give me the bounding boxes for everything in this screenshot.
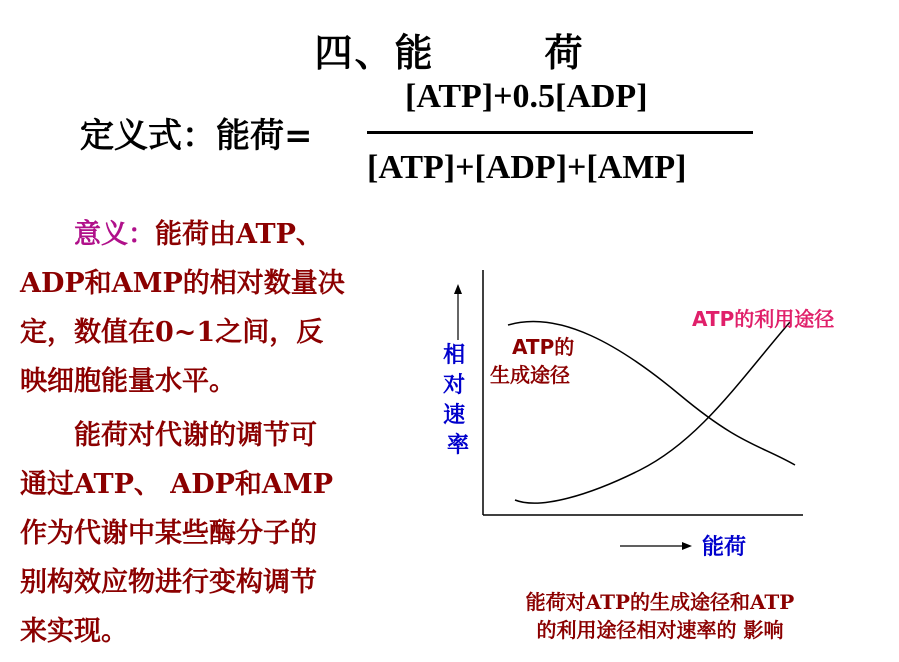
gen-label-line-1: ATP的 — [512, 335, 575, 359]
caption-line-2: 的利用途径相对速率的 影响 — [536, 618, 784, 642]
formula-numerator: [ATP]+0.5[ADP] — [405, 78, 648, 115]
gen-label-line-2: 生成途径 — [490, 363, 570, 387]
y-label-char-3: 速 — [443, 403, 466, 428]
title-part-2: 荷 — [544, 30, 585, 75]
chart-caption — [470, 588, 850, 644]
series-label-utilization: ATP的利用途径 — [692, 307, 835, 331]
meaning-label: 意义： — [74, 219, 155, 250]
meaning-line-2: ADP和AMP的相对数量决 — [20, 268, 345, 299]
regulation-line-3: 作为代谢中某些酶分子的 — [20, 518, 317, 549]
caption-line-1: 能荷对ATP的生成途径和ATP — [525, 590, 795, 614]
definition-label: 定义式：能荷= — [80, 116, 313, 156]
regulation-line-4: 别构效应物进行变构调节 — [20, 567, 317, 598]
regulation-line-2: 通过ATP、 ADP和AMP — [20, 469, 334, 500]
regulation-line-5: 来实现。 — [20, 616, 128, 647]
x-axis-label: 能荷 — [702, 535, 747, 560]
formula-denominator: [ATP]+[ADP]+[AMP] — [367, 149, 687, 186]
meaning-line-4: 映细胞能量水平。 — [20, 366, 236, 397]
y-axis-label — [443, 343, 473, 458]
meaning-line-3: 定，数值在0~1之间，反 — [20, 317, 324, 348]
series-label-generation — [490, 335, 581, 387]
y-label-char-2: 对 — [443, 373, 466, 398]
regulation-line-1: 能荷对代谢的调节可 — [74, 420, 317, 451]
y-arrow-head — [454, 284, 462, 294]
title-part-1: 四、能 — [314, 30, 435, 75]
meaning-text-1: 能荷由ATP、 — [155, 219, 323, 250]
x-arrow-head — [682, 542, 692, 550]
y-label-char-1: 相 — [443, 343, 466, 368]
y-label-char-4: 率 — [446, 433, 470, 458]
